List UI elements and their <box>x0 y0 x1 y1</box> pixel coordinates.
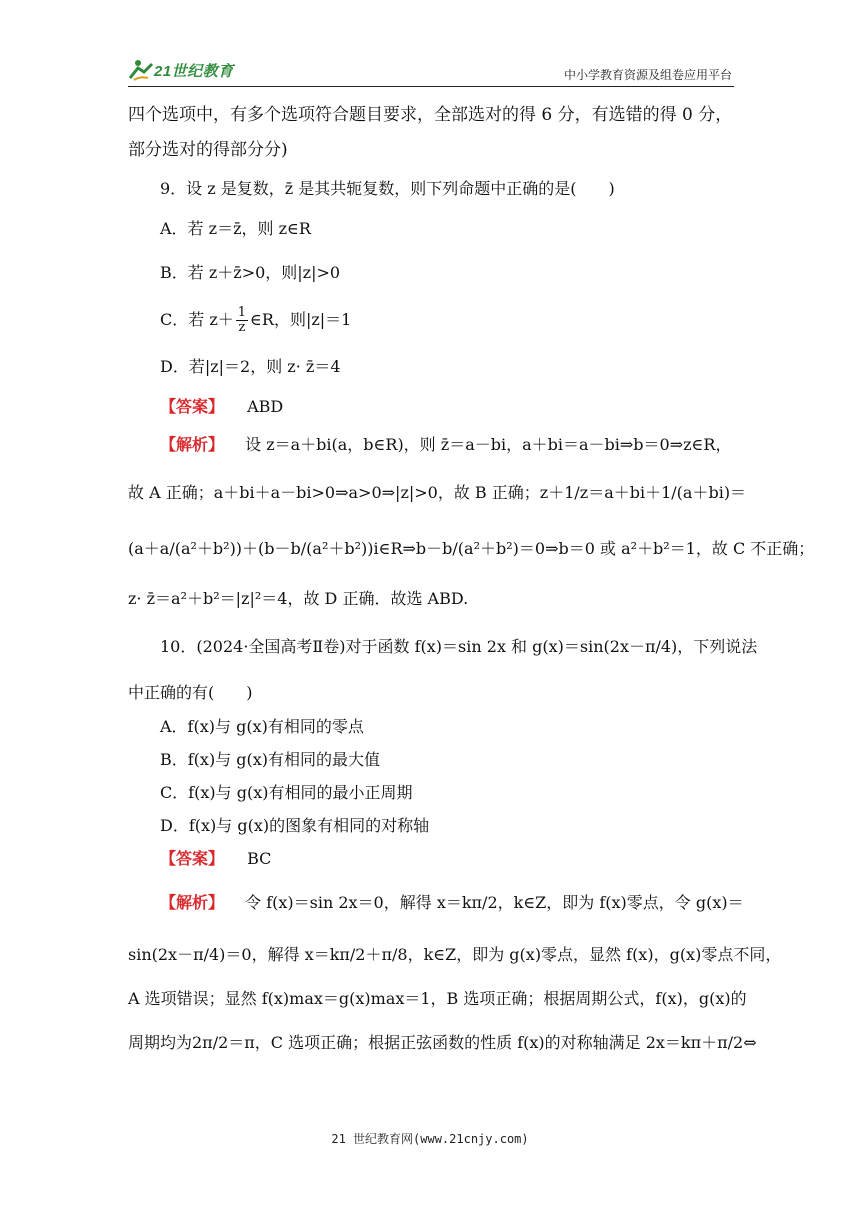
q10-stem-2: 中正确的有( ) <box>128 683 253 702</box>
q9-option-c-frac-num: 1 <box>237 305 247 320</box>
q10-answer: BC <box>247 849 272 868</box>
header-divider <box>128 86 734 87</box>
q9-solution-3: (a＋a/(a²＋b²))＋(b－b/(a²＋b²))i∈R⇒b－b/(a²＋b²)＝0⇒b＝0 或 a²＋b²＝1，故 C 不正确； <box>128 539 815 558</box>
q10-option-b: B．f(x)与 g(x)有相同的最大值 <box>160 750 381 769</box>
q10-solution-2: sin(2x－π/4)＝0，解得 x＝kπ/2＋π/8，k∈Z，即为 g(x)零点，显然 f(x)，g(x)零点不同， <box>128 945 782 964</box>
q10-answer-tag: 【答案】 <box>160 849 225 868</box>
q10-answer-row <box>160 848 271 870</box>
platform-title: 中小学教育资源及组卷应用平台 <box>563 68 732 82</box>
q9-analysis-tag: 【解析】 <box>160 435 225 454</box>
q9-solution-1: 设 z＝a＋bi(a，b∈R)，则 z̄＝a－bi，a＋bi＝a－bi⇒b＝0⇒z∈R， <box>245 435 732 454</box>
q10-solution-1: 令 f(x)＝sin 2x＝0，解得 x＝kπ/2，k∈Z，即为 f(x)零点，令 g(x)＝ <box>245 893 744 912</box>
q10-analysis-tag: 【解析】 <box>160 893 225 912</box>
intro-line-1: 四个选项中，有多个选项符合题目要求，全部选对的得 6 分，有选错的得 0 分， <box>128 105 733 125</box>
q9-option-c <box>160 306 351 335</box>
q9-analysis-row <box>160 434 731 456</box>
q10-option-c: C．f(x)与 g(x)有相同的最小正周期 <box>160 783 413 802</box>
footer-text: 21 世纪教育网(www.21cnjy.com) <box>331 1132 529 1146</box>
q9-option-c-frac-den: z <box>238 320 246 335</box>
q9-option-b: B．若 z＋z̄>0，则|z|>0 <box>160 263 341 282</box>
q10-stem-1: 10．(2024·全国高考Ⅱ卷)对于函数 f(x)＝sin 2x 和 g(x)＝sin(2x－π/4)，下列说法 <box>160 637 758 656</box>
q9-option-c-fraction <box>236 306 248 335</box>
q10-solution-3: A 选项错误；显然 f(x)max＝g(x)max＝1，B 选项正确；根据周期公式，f(x)，g(x)的 <box>128 989 747 1008</box>
q9-answer: ABD <box>247 397 284 416</box>
logo-text: 21世纪教育 <box>154 63 234 80</box>
q9-solution-4: z· z̄＝a²＋b²＝|z|²＝4，故 D 正确．故选 ABD. <box>128 589 469 608</box>
q10-solution-4: 周期均为2π/2＝π，C 选项正确；根据正弦函数的性质 f(x)的对称轴满足 2x＝kπ＋π/2⇔ <box>128 1033 757 1052</box>
q9-option-d: D．若|z|＝2，则 z· z̄＝4 <box>160 357 341 376</box>
q9-option-c-pre: C．若 z＋ <box>160 310 234 329</box>
q9-option-c-post: ∈R，则|z|＝1 <box>250 310 352 329</box>
q10-option-a: A．f(x)与 g(x)有相同的零点 <box>160 717 364 736</box>
q9-option-a: A．若 z＝z̄，则 z∈R <box>160 219 311 238</box>
q10-option-d: D．f(x)与 g(x)的图象有相同的对称轴 <box>160 816 430 835</box>
q10-analysis-row <box>160 892 744 914</box>
intro-line-2: 部分选对的得部分分) <box>128 140 288 160</box>
q9-stem: 9．设 z 是复数，z̄ 是其共轭复数，则下列命题中正确的是( ) <box>160 179 615 198</box>
q9-answer-row <box>160 396 283 418</box>
q9-solution-2: 故 A 正确；a＋bi＋a－bi>0⇒a>0⇒|z|>0，故 B 正确；z＋1/z＝a＋bi＋1/(a＋bi)＝ <box>128 483 747 502</box>
q9-answer-tag: 【答案】 <box>160 397 225 416</box>
